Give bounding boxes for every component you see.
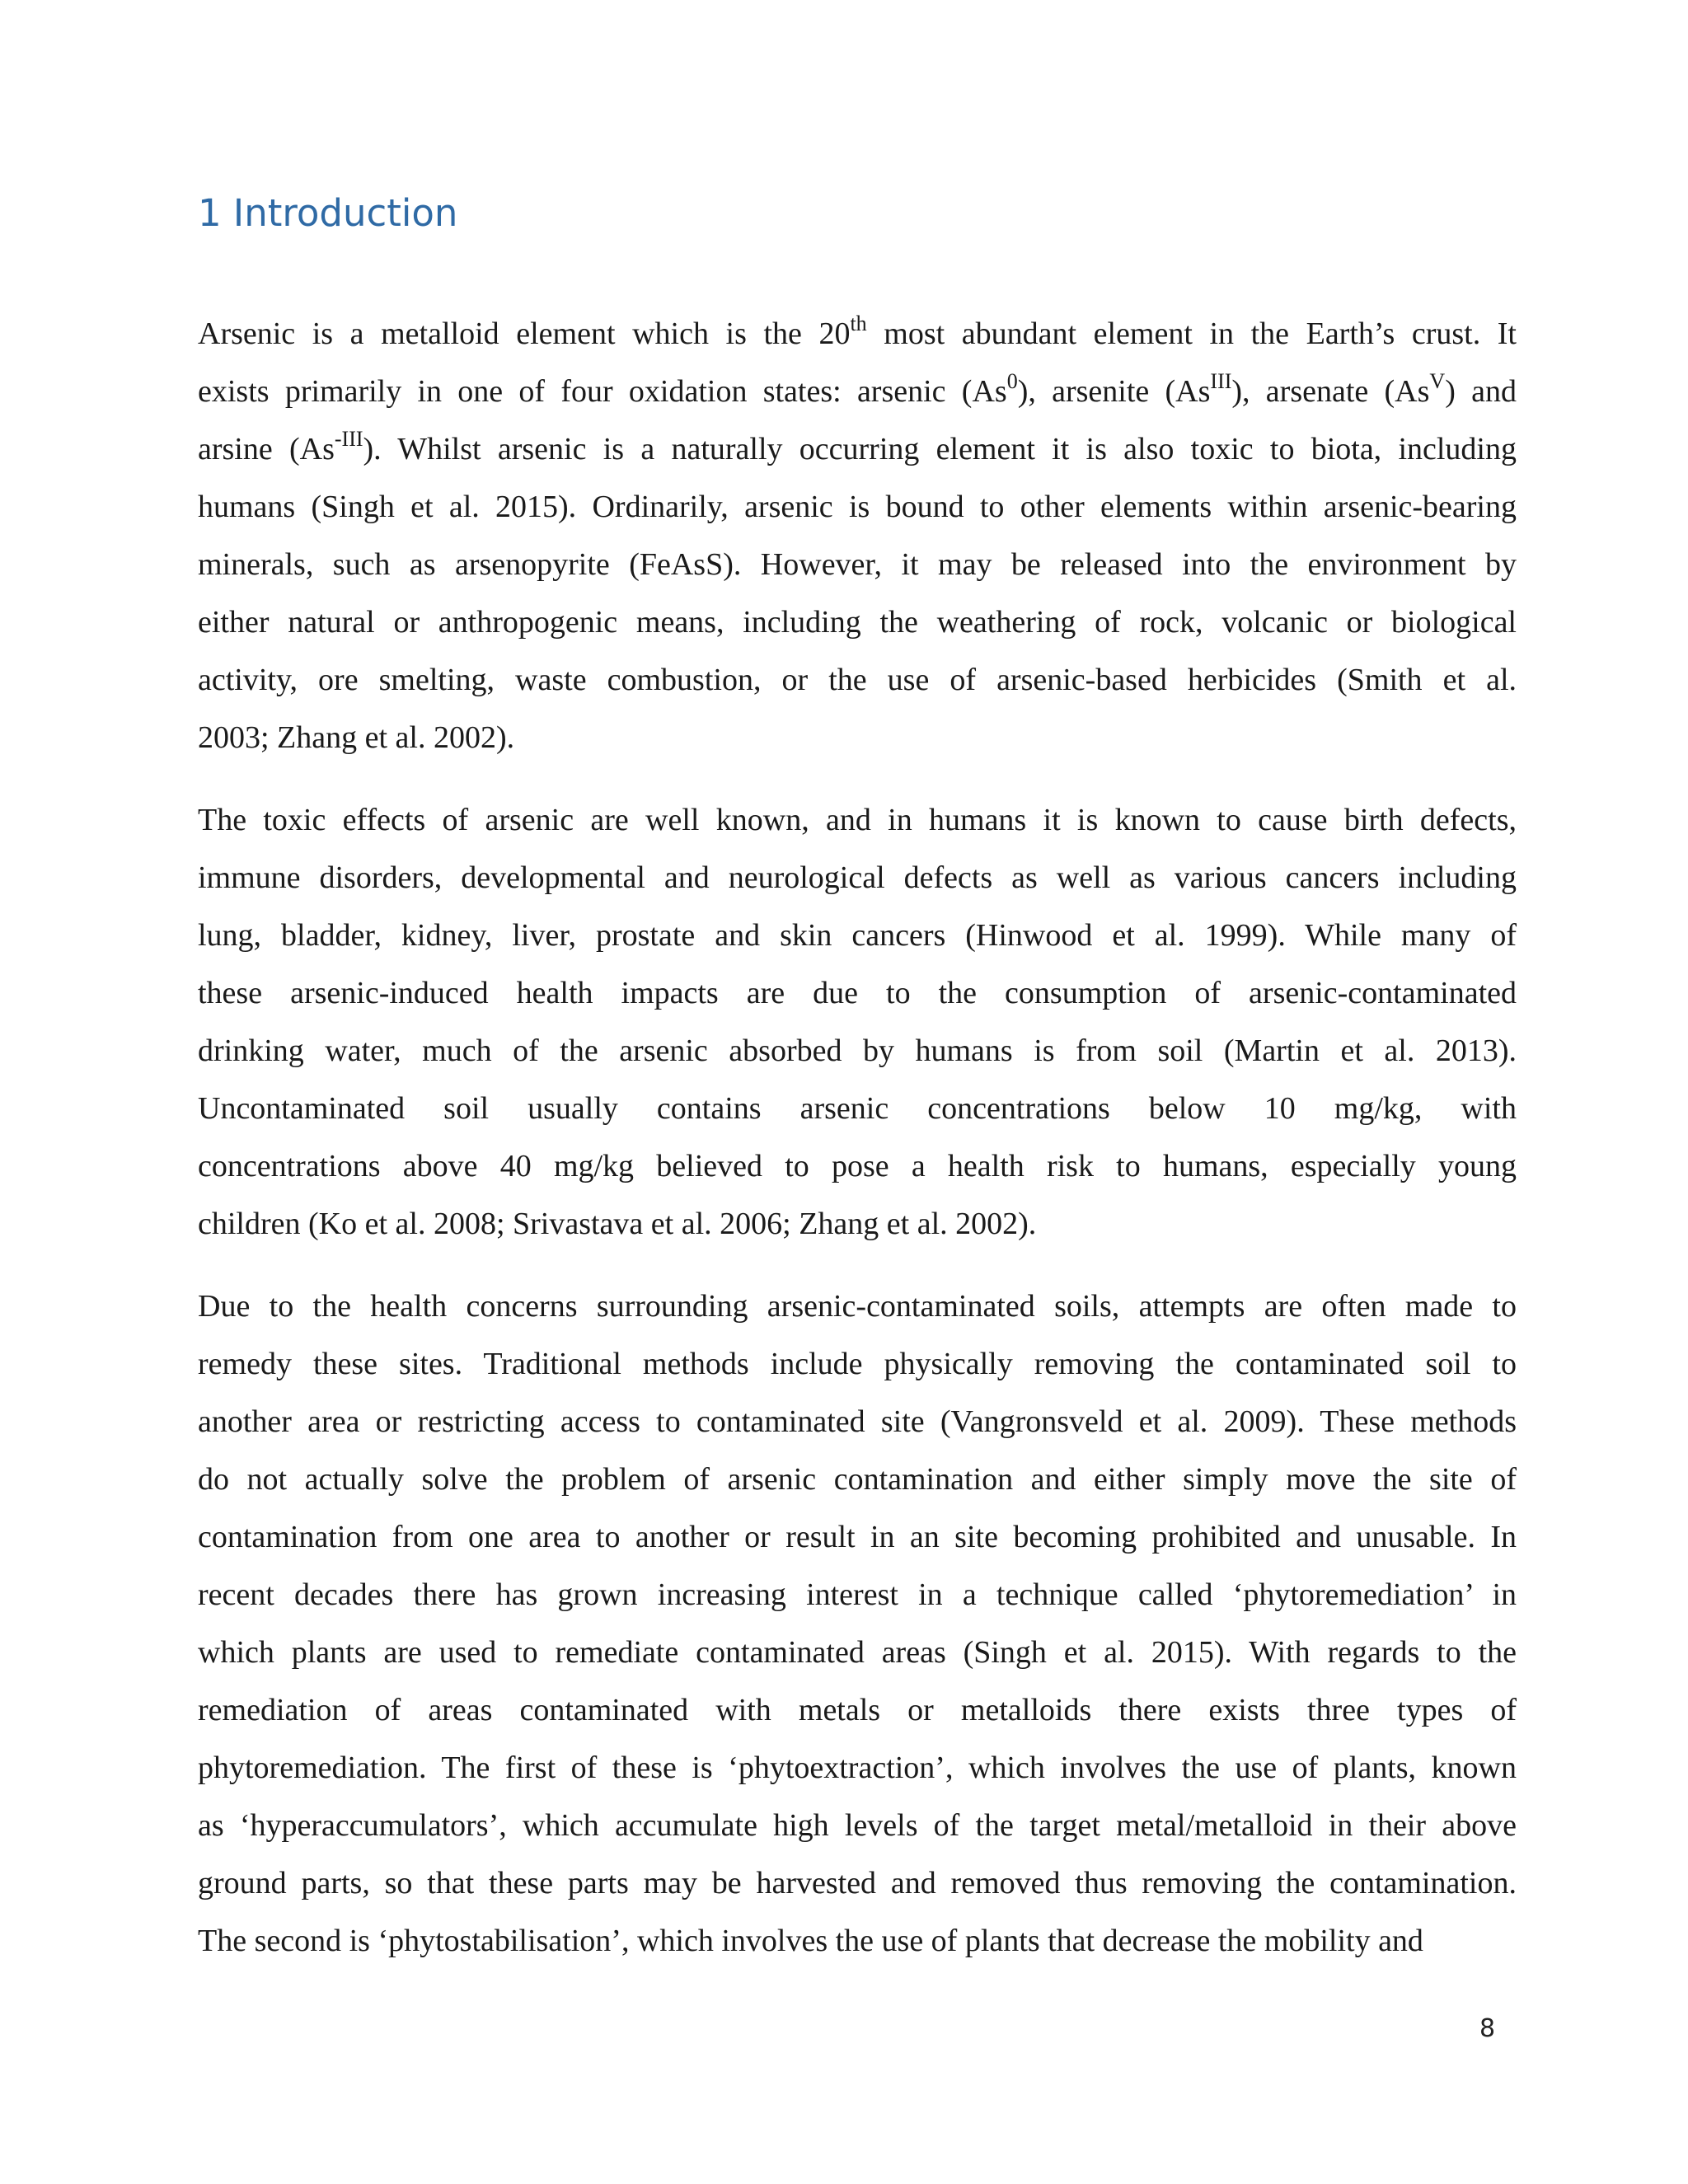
text-line: as ‘hyperaccumulators’, which accumulate high levels of the target metal/metalloid in their above	[198, 1808, 1517, 1843]
superscript: 0	[1006, 369, 1018, 394]
body-text	[198, 305, 1517, 1994]
text-line: drinking water, much of the arsenic absorbed by humans is from soil (Martin et al. 2013).	[198, 1033, 1517, 1068]
text-line: immune disorders, developmental and neurological defects as well as various cancers including	[198, 860, 1517, 895]
page-number: 8	[1479, 2014, 1496, 2043]
paragraph	[198, 305, 1517, 766]
text-line: exists primarily in one of four oxidation states: arsenic (As$^0$), arsenite $(As^{III})$, arsenate $(As^V)$ and	[198, 369, 1517, 409]
text-line: do not actually solve the problem of arsenic contamination and either simply move the site of	[198, 1462, 1517, 1497]
section-heading: 1 Introduction	[198, 191, 458, 235]
text-line: either natural or anthropogenic means, including the weathering of rock, volcanic or biological	[198, 605, 1517, 640]
text-line: ground parts, so that these parts may be harvested and removed thus removing the contamination.	[198, 1866, 1517, 1900]
text-line: which plants are used to remediate contaminated areas (Singh et al. 2015). With regards to the	[198, 1635, 1517, 1670]
text-line: phytoremediation. The first of these is ‘phytoextraction’, which involves the use of plants, known	[198, 1750, 1517, 1785]
text-line: humans (Singh et al. 2015). Ordinarily, arsenic is bound to other elements within arsenic-bearing	[198, 490, 1517, 524]
text-line: these arsenic-induced health impacts are due to the consumption of arsenic-contaminated	[198, 976, 1517, 1010]
text-line: The toxic effects of arsenic are well known, and in humans it is known to cause birth defects,	[198, 803, 1517, 837]
text-line: Uncontaminated soil usually contains arsenic concentrations below 10 mg/kg, with	[198, 1091, 1517, 1126]
text-line: activity, ore smelting, waste combustion, or the use of arsenic-based herbicides (Smith et al.	[198, 663, 1517, 697]
text-line: Due to the health concerns surrounding arsenic-contaminated soils, attempts are often made to	[198, 1289, 1517, 1324]
text-line: concentrations above 40 mg/kg believed to pose a health risk to humans, especially young	[198, 1149, 1517, 1183]
superscript: III	[1210, 369, 1232, 394]
text-line: remediation of areas contaminated with metals or metalloids there exists three types of	[198, 1693, 1517, 1727]
text-line: contamination from one area to another or result in an site becoming prohibited and unusable. In	[198, 1520, 1517, 1554]
superscript: th	[850, 312, 867, 336]
text-line: another area or restricting access to contaminated site (Vangronsveld et al. 2009). These methods	[198, 1404, 1517, 1439]
text-line: arsine $(As^{-III})$. Whilst arsenic is a naturally occurring element it is also toxic to biota, including	[198, 427, 1517, 466]
paragraph	[198, 1277, 1517, 1970]
text-line: Arsenic is a metalloid element which is the 20th most abundant element in the Earth’s crust. It	[198, 312, 1517, 351]
text-line: lung, bladder, kidney, liver, prostate and skin cancers (Hinwood et al. 1999). While many of	[198, 918, 1517, 953]
paragraph	[198, 791, 1517, 1253]
text-line: children (Ko et al. 2008; Srivastava et al. 2006; Zhang et al. 2002).	[198, 1207, 1037, 1241]
text-line: minerals, such as arsenopyrite (FeAsS). However, it may be released into the environment by	[198, 547, 1517, 582]
text-line: recent decades there has grown increasing interest in a technique called ‘phytoremediation’ in	[198, 1577, 1517, 1612]
text-line: remedy these sites. Traditional methods include physically removing the contaminated soil to	[198, 1347, 1517, 1381]
superscript: V	[1429, 369, 1446, 394]
text-line: The second is ‘phytostabilisation’, which involves the use of plants that decrease the mobility and	[198, 1924, 1423, 1958]
superscript: -III	[334, 427, 363, 452]
text-line: 2003; Zhang et al. 2002).	[198, 720, 515, 755]
